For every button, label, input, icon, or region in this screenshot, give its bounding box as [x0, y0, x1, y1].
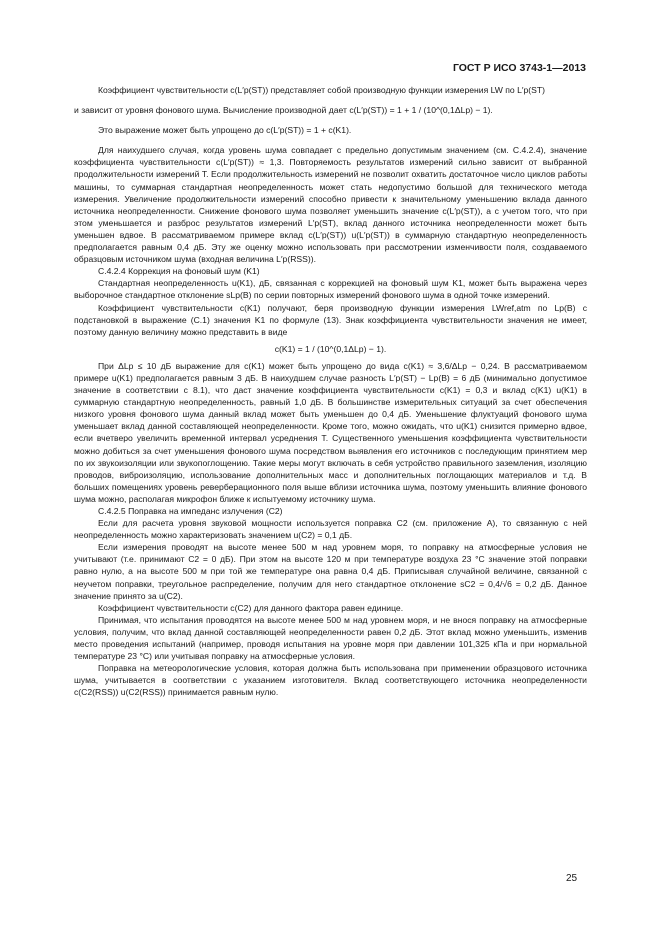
paragraph: Поправка на метеорологические условия, которая должна быть использована при применении образцового источника шума, учитывается в соответствии с указанием изготовителя. Вклад соответствующего источника неопределенности c(C2(RSS)) u(C2(RSS)) принимается равным нулю.	[74, 663, 587, 698]
paragraph: Коэффициент чувствительности c(K1) получают, беря производную функции измерения LWref,atm по Lp(B) с подстановкой в выражение (С.1) значения K1 по формуле (13). Знак коэффициента чувствительности значения не имеет, поэтому данную величину можно представить в виде	[74, 302, 587, 337]
paragraph: Если измерения проводят на высоте менее 500 м над уровнем моря, то поправку на атмосферные условия не учитывают (т.е. принимают C2 = 0 дБ). При этом на высоте 120 м при температуре воздуха 23 °С значение этой поправки равно нулю, а на высоте 500 м при той же температуре она равна 0,4 дБ. Приписывая случайной величине, связанной с неучетом поправки, треугольное распределение, получим для него стандартное отклонение sC2 = 0,4/√6 = 0,2 дБ. Данное значение принято за u(C2).	[74, 542, 587, 601]
paragraph: При ΔLp ≤ 10 дБ выражение для c(K1) может быть упрощено до вида c(K1) ≈ 3,6/ΔLp − 0,24. В рассматриваемом примере u(K1) предполагается равным 3 дБ. В наихудшем случае разность L′p(ST) − Lp(B) = 6 дБ (минимально допустимое значение в соответствии с 8.1), что даст значение коэффициента чувствительности c(K1) = 0,3 и вклад c(K1) u(K1) в суммарную стандартную неопределенность, равный 1,0 дБ. В большинстве измерительных ситуаций за счет обеспечения низкого уровня фонового шума данный вклад может быть уменьшен до 0,4 дБ. Уменьшение флуктуаций фонового шума уменьшает вклад данной составляющей неопределенности. Кроме того, можно ожидать, что u(K1) снизится примерно вдвое, если вчетверо увеличить временной интервал усреднения T. Существенного уменьшения коэффициента чувствительности можно добиться за счет уменьшения фонового шума посредством выявления его источников с последующим принятием мер по их звукоизоляции или звукопоглощению. Такие меры могут включать в себя устройство правильного заземления, изоляцию проводов, виброизоляцию, использование дополнительных масс и дополнительных поглощающих материалов и т.д. В больших помещениях уровень реверберационного поля выше вблизи источника шума, поэтому уменьшить влияние фонового шума можно, располагая микрофон ближе к испытуемому источнику шума.	[74, 360, 587, 504]
page-body	[74, 84, 587, 699]
paragraph: Коэффициент чувствительности c(C2) для данного фактора равен единице.	[98, 602, 404, 613]
paragraph: Для наихудшего случая, когда уровень шума совпадает с предельно допустимым значением (см. С.4.2.4), значение коэффициента чувствительности c(L′p(ST)) ≈ 1,3. Повторяемость результатов измерений сильно зависит от выбранной продолжительности измерений T. Если продолжительность измерений не позволит охватить достаточное число циклов работы машины, то суммарная стандартная неопределенность может стать недопустимо большой для технического метода измерения. Увеличение продолжительности измерений способно привести к значительному уменьшению вклада данного источника неопределенности. Снижение фонового шума позволяет уменьшить значение c(L′p(ST)), а с учетом того, что при этом уменьшается и разброс результатов измерений L′p(ST), вклад данного источника неопределенности может быть уменьшен вдвое. В рассматриваемом примере вклад c(L′p(ST)) u(L′p(ST)) в суммарную стандартную неопределенность предполагается равным 0,4 дБ. Эту же оценку можно использовать при рассмотрении изменчивости поля, создаваемого образцовым источником шума (входная величина L′p(RSS)).	[74, 145, 587, 265]
paragraph: Если для расчета уровня звуковой мощности используется поправка C2 (см. приложение А), то связанную с ней неопределенность можно характеризовать значением u(C2) = 0,1 дБ.	[74, 518, 587, 541]
paragraph: Принимая, что испытания проводятся на высоте менее 500 м над уровнем моря, и не внося поправку на атмосферные условия, получим, что вклад данной составляющей неопределенности равен 0,2 дБ. Этот вклад можно уменьшить, изменив место проведения испытаний (например, проводя испытания на уровне моря при давлении 101,325 кПа и при нормальной температуре 23 °С) или учитывая поправку на атмосферные условия.	[74, 614, 587, 662]
paragraph: и зависит от уровня фонового шума. Вычисление производной дает c(L′p(ST)) = 1 + 1 / (10^(0,1ΔLp) − 1).	[74, 105, 493, 116]
standard-header: ГОСТ Р ИСО 3743-1—2013	[452, 62, 586, 74]
formula: c(K1) = 1 / (10^(0,1ΔLp) − 1).	[274, 343, 387, 354]
paragraph: Это выражение может быть упрощено до c(L′p(ST)) = 1 + c(K1).	[98, 125, 352, 136]
section-heading: С.4.2.5 Поправка на импеданс излучения (C2)	[98, 506, 283, 516]
paragraph: Стандартная неопределенность u(K1), дБ, связанная с коррекцией на фоновый шум K1, может быть выражена через выборочное стандартное отклонение sLp(B) по серии повторных измерений фонового шума в одной точке измерений.	[74, 278, 587, 301]
section-heading: С.4.2.4 Коррекция на фоновый шум (K1)	[98, 266, 260, 277]
page-number: 25	[566, 873, 578, 884]
paragraph: Коэффициент чувствительности c(L′p(ST)) представляет собой производную функции измерения LW по L′p(ST)	[98, 85, 545, 95]
